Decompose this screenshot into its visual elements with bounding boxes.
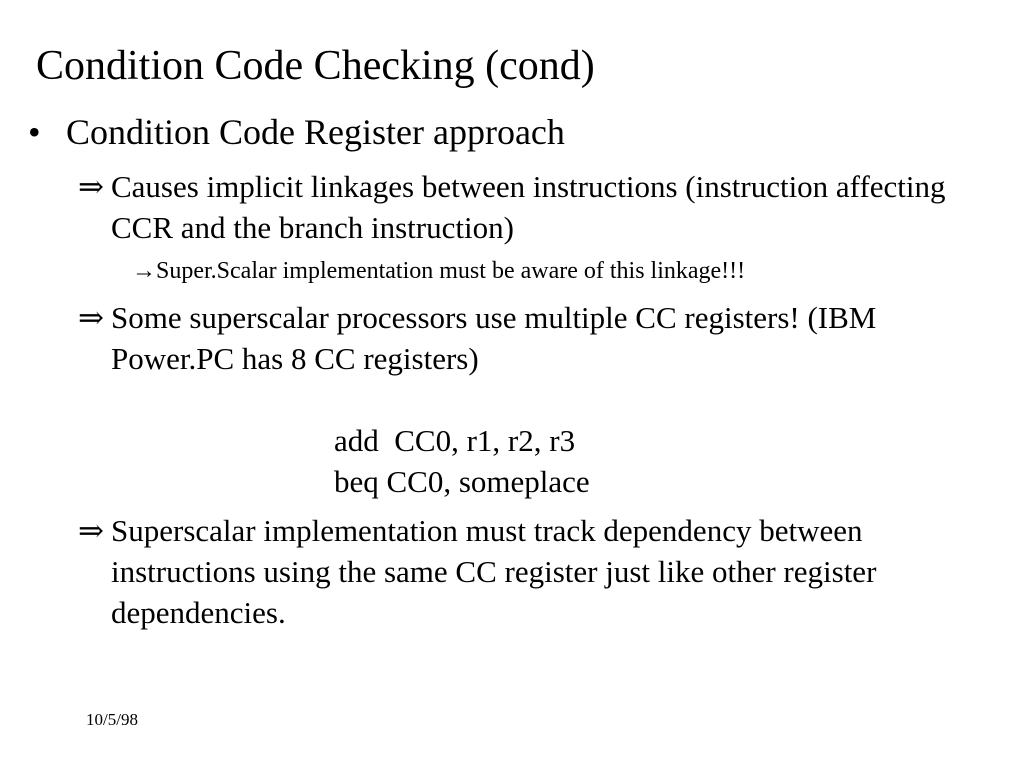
subpoint-implicit-linkages: [78, 166, 958, 248]
slide-title: Condition Code Checking (cond): [36, 43, 595, 89]
bullet-marker: •: [28, 112, 41, 152]
code-example: [334, 420, 590, 502]
code-line-beq: beq CC0, someplace: [334, 464, 590, 499]
subpoint-track-dependency: [78, 510, 978, 633]
subsubpoint-linkage-awareness: [132, 256, 745, 286]
double-arrow-icon: ⇒: [78, 300, 104, 335]
subsubpoint-text: Super.Scalar implementation must be aware of this linkage!!!: [156, 258, 746, 284]
subpoint-text: Superscalar implementation must track dependency between instructions using the same CC register just like other register dependencies.: [111, 513, 877, 630]
subpoint-text: Some superscalar processors use multiple CC registers! (IBM Power.PC has 8 CC registers): [111, 300, 877, 376]
double-arrow-icon: ⇒: [78, 513, 104, 548]
bullet-condition-code-register: [28, 110, 565, 154]
bullet-text: Condition Code Register approach: [66, 112, 565, 152]
subpoint-text: Causes implicit linkages between instructions (instruction affecting CCR and the branch instruction): [111, 169, 946, 245]
arrow-icon: →: [132, 258, 156, 284]
double-arrow-icon: ⇒: [78, 169, 104, 204]
subpoint-multiple-cc-registers: [78, 297, 958, 379]
slide-date: 10/5/98: [86, 710, 138, 729]
code-line-add: add CC0, r1, r2, r3: [334, 423, 576, 458]
